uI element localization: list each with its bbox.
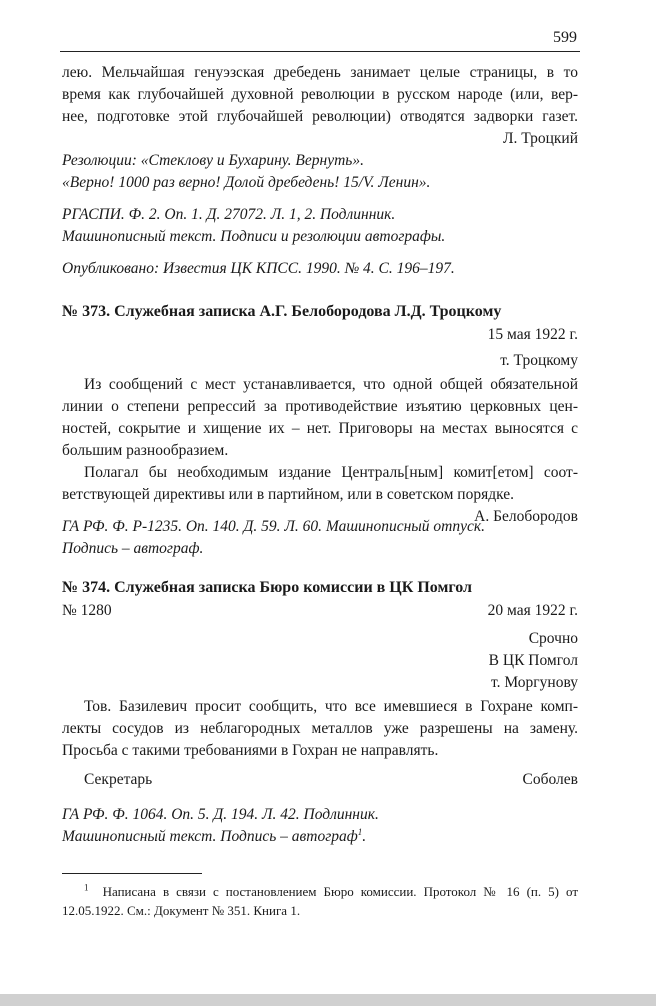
doc-number: № 1280 [62,602,112,619]
archive-reference [62,204,578,248]
text-line: линии о степени репрессий за противодействие изъятию церковных цен- [62,398,578,415]
text-line: ностей, сокрытие и хищение их – нет. Приговоры на местах выносятся с [62,420,578,437]
text-line: Полагал бы необходимым издание Централь[ным] комит[етом] соот- [84,464,578,481]
archive-line: Машинописный текст. Подписи и резолюции автографы. [62,228,446,245]
text-line: большим разнообразием. [62,442,229,459]
signer-role: Секретарь [84,771,153,788]
page-number: 599 [553,29,577,46]
doc-373-archive [62,516,578,560]
text-line: время как глубочайшей духовной революции в русском народе (или, вер- [62,86,578,103]
archive-line: Машинописный текст. Подпись – автограф$^1$. [62,826,367,845]
footnote [62,882,578,920]
footnote-line: 12.05.1922. См.: Документ № 351. Книга 1. [62,903,301,918]
doc-date: 20 мая 1922 г. [487,602,578,619]
footnote-rule [62,873,202,874]
previous-document-ending [62,62,578,150]
text-line: Тов. Базилевич просит сообщить, что все имевшиеся в Гохране комп- [84,698,578,715]
addressee-org: В ЦК Помгол [488,652,578,669]
doc-374-body [62,696,578,762]
doc-374-signature [62,769,578,791]
text-line: Просьба с такими требованиями в Гохран не направлять. [62,742,439,759]
signer-name: Соболев [522,771,578,788]
archive-line: ГА РФ. Ф. 1064. Оп. 5. Д. 194. Л. 42. Подлинник. [62,806,379,823]
signature: Л. Троцкий [502,130,578,147]
doc-date: 15 мая 1922 г. [487,326,578,343]
urgent-mark: Срочно [528,630,578,647]
doc-373-heading: № 373. Служебная записка А.Г. Белобородова Л.Д. Троцкому [62,303,502,320]
doc-374-addressee-block [62,628,578,694]
archive-line: ГА РФ. Ф. Р-1235. Оп. 140. Д. 59. Л. 60. Машинописный отпуск. [62,518,486,535]
doc-373-body [62,374,578,528]
resolution-line: «Верно! 1000 раз верно! Долой дребедень! 15/V. Ленин». [62,174,431,191]
text-line: нее, подготовке этой глубочайшей революции) отводятся задворки газет. [62,108,578,125]
archive-line: Подпись – автограф. [62,540,204,557]
resolutions [62,150,578,194]
text-line: лею. Мельчайшая генуэзская дребедень занимает целые страницы, в то [62,64,578,81]
publication-note: Опубликовано: Известия ЦК КПСС. 1990. № 4. С. 196–197. [62,260,455,277]
doc-374-meta [62,600,578,622]
doc-374-archive [62,804,578,848]
header-rule [60,51,580,52]
signature: А. Белобородов [474,508,578,525]
text-line: Из сообщений с мест устанавливается, что одной общей обязательной [84,376,578,393]
footnote-reference[interactable]: 1 [357,826,363,837]
addressee-person: т. Моргунову [491,674,578,691]
footnote-mark: 1 [84,882,89,893]
doc-374-heading: № 374. Служебная записка Бюро комиссии в ЦК Помгол [62,579,473,596]
doc-373-header [62,324,578,372]
footnote-line: $^1$ Написана в связи с постановлением Бюро комиссии. Протокол № 16 (п. 5) от [84,882,579,899]
scan-bottom-edge [0,994,656,1006]
text-line: лекты сосудов из неблагородных металлов уже разрешены на замену. [62,720,578,737]
text-line: ветствующей директивы или в партийном, или в советском порядке. [62,486,514,503]
resolution-line: Резолюции: «Стеклову и Бухарину. Вернуть». [62,152,364,169]
archive-line: РГАСПИ. Ф. 2. Оп. 1. Д. 27072. Л. 1, 2. Подлинник. [62,206,396,223]
doc-addressee: т. Троцкому [500,352,578,369]
